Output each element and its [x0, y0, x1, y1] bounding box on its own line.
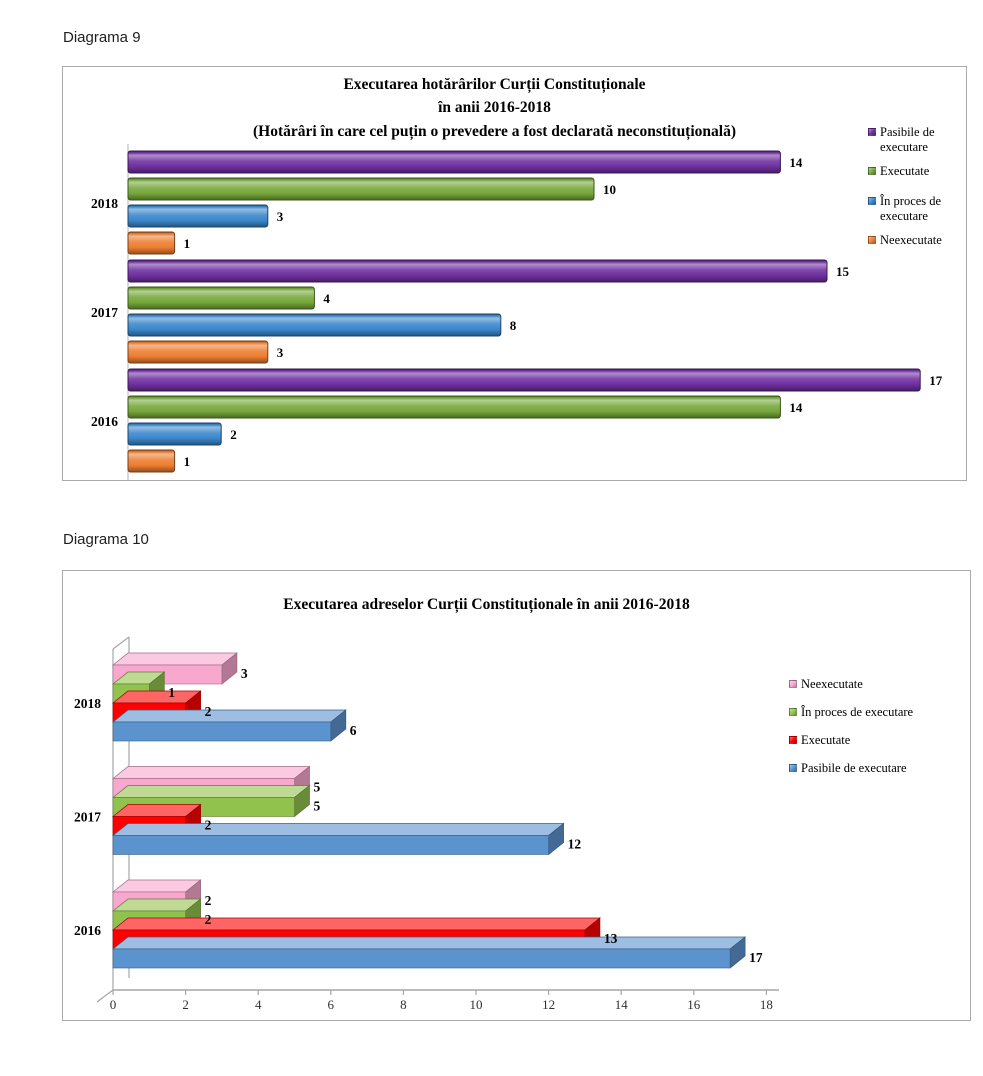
- x-tick-label: 12: [542, 997, 556, 1012]
- category-label-2017: 2017: [91, 305, 118, 320]
- bar-value-label: 1: [168, 685, 176, 700]
- bar-top-face: [113, 767, 310, 779]
- legend-item: [789, 733, 959, 748]
- bar-2016-series3: [113, 937, 745, 968]
- bar-value-label: 2: [204, 704, 212, 719]
- x-tick-label: 6: [327, 997, 335, 1012]
- legend-label: În proces de executare: [880, 194, 942, 223]
- x-tick-label: 0: [109, 997, 117, 1012]
- bar-2017-series2: [128, 314, 501, 336]
- bar-2018-series2: [128, 205, 268, 227]
- bar-top-face: [113, 786, 310, 798]
- legend-label: În proces de executare: [801, 705, 914, 719]
- bar-value-label: 5: [313, 798, 321, 814]
- legend-item: [868, 194, 966, 224]
- legend-label: Executate: [880, 164, 930, 178]
- bar-value-label: 5: [313, 779, 321, 795]
- bar-front-face: [113, 949, 730, 968]
- category-label-2016: 2016: [74, 923, 101, 938]
- category-label-2017: 2017: [74, 809, 101, 825]
- bar-value-label: 3: [276, 209, 284, 224]
- category-label-2018: 2018: [91, 196, 118, 211]
- bar-2016-series2: [128, 423, 221, 445]
- chart1-legend: [868, 125, 966, 257]
- bar-2016-series1: [128, 396, 780, 418]
- legend-swatch-icon: [868, 167, 876, 175]
- x-tick-label: 2: [182, 997, 189, 1012]
- wall-top-slant: [113, 637, 129, 649]
- chart1-title-line2: în anii 2016-2018: [438, 99, 551, 117]
- legend-item: [789, 761, 959, 776]
- bar-value-label: 1: [183, 236, 191, 251]
- chart1-title-line3: (Hotărâri în care cel puțin o prevedere a fost declarată neconstituțională): [252, 122, 736, 140]
- bar-top-face: [113, 653, 237, 665]
- diagrama-9-chart: [62, 66, 967, 481]
- category-label-2018: 2018: [74, 696, 101, 711]
- bar-value-label: 2: [230, 427, 237, 442]
- x-tick-label: 8: [400, 997, 407, 1012]
- category-label-2016: 2016: [91, 414, 118, 429]
- bar-2016-series0: [128, 369, 920, 391]
- bar-2018-series1: [128, 178, 594, 200]
- bar-value-label: 2: [204, 817, 212, 833]
- bar-value-label: 12: [567, 836, 582, 852]
- bar-top-face: [113, 918, 600, 930]
- bar-value-label: 17: [929, 373, 943, 388]
- bar-value-label: 14: [789, 400, 803, 415]
- bar-2017-series1: [128, 287, 314, 309]
- bar-2018-series0: [128, 151, 780, 173]
- bar-value-label: 2: [204, 912, 212, 927]
- bar-2017-series0: [128, 260, 827, 282]
- x-tick-label: 14: [614, 997, 628, 1012]
- diagrama-10-chart: [62, 570, 971, 1021]
- bar-value-label: 2: [204, 893, 212, 908]
- bar-value-label: 13: [603, 931, 618, 946]
- bar-value-label: 1: [183, 454, 191, 469]
- x-tick-label: 18: [759, 997, 773, 1012]
- bar-2017-series3: [128, 341, 268, 363]
- bar-2016-series3: [128, 450, 175, 472]
- bar-value-label: 15: [836, 264, 849, 279]
- legend-swatch-icon: [868, 197, 876, 205]
- legend-item: [868, 233, 966, 248]
- bar-front-face: [113, 722, 331, 741]
- bar-value-label: 4: [323, 291, 330, 306]
- bar-front-face: [113, 836, 549, 855]
- x-tick-label: 16: [687, 997, 701, 1012]
- legend-item: [868, 164, 966, 179]
- diagrama-9-label: Diagrama 9: [63, 29, 141, 46]
- bar-2018-series3: [128, 232, 175, 254]
- x-tick-label: 10: [469, 997, 483, 1012]
- legend-label: Pasibile de executare: [880, 125, 935, 154]
- bar-value-label: 8: [509, 318, 517, 333]
- bar-value-label: 10: [603, 182, 616, 197]
- legend-item: [868, 125, 966, 155]
- legend-label: Neexecutate: [880, 233, 942, 247]
- legend-label: Pasibile de executare: [801, 761, 907, 775]
- chart2-title: Executarea adreselor Curții Constituționale în anii 2016-2018: [283, 596, 690, 613]
- legend-swatch-icon: [868, 236, 876, 244]
- bar-top-face: [113, 824, 564, 836]
- diagrama-10-label: Diagrama 10: [63, 531, 149, 548]
- x-tick-label: 4: [254, 997, 262, 1012]
- legend-item: [789, 705, 959, 720]
- bar-value-label: 6: [349, 723, 357, 738]
- bar-top-face: [113, 937, 745, 949]
- chart1-plot: [63, 67, 966, 480]
- legend-swatch-icon: [789, 708, 797, 716]
- bar-value-label: 14: [789, 155, 803, 170]
- bar-top-face: [113, 710, 346, 722]
- legend-swatch-icon: [789, 764, 797, 772]
- chart2-legend: [789, 677, 959, 789]
- chart1-title-line1: Executarea hotărârilor Curții Constituționale: [343, 76, 646, 93]
- bar-2018-series3: [113, 710, 346, 741]
- legend-item: [789, 677, 959, 692]
- legend-swatch-icon: [868, 128, 876, 136]
- legend-swatch-icon: [789, 680, 797, 688]
- bar-value-label: 3: [276, 345, 284, 360]
- legend-label: Executate: [801, 733, 851, 747]
- bar-value-label: 3: [240, 666, 248, 681]
- legend-swatch-icon: [789, 736, 797, 744]
- bar-2017-series3: [113, 824, 564, 855]
- chart2-plot: [63, 571, 970, 1020]
- legend-label: Neexecutate: [801, 677, 863, 691]
- bar-value-label: 17: [749, 950, 763, 965]
